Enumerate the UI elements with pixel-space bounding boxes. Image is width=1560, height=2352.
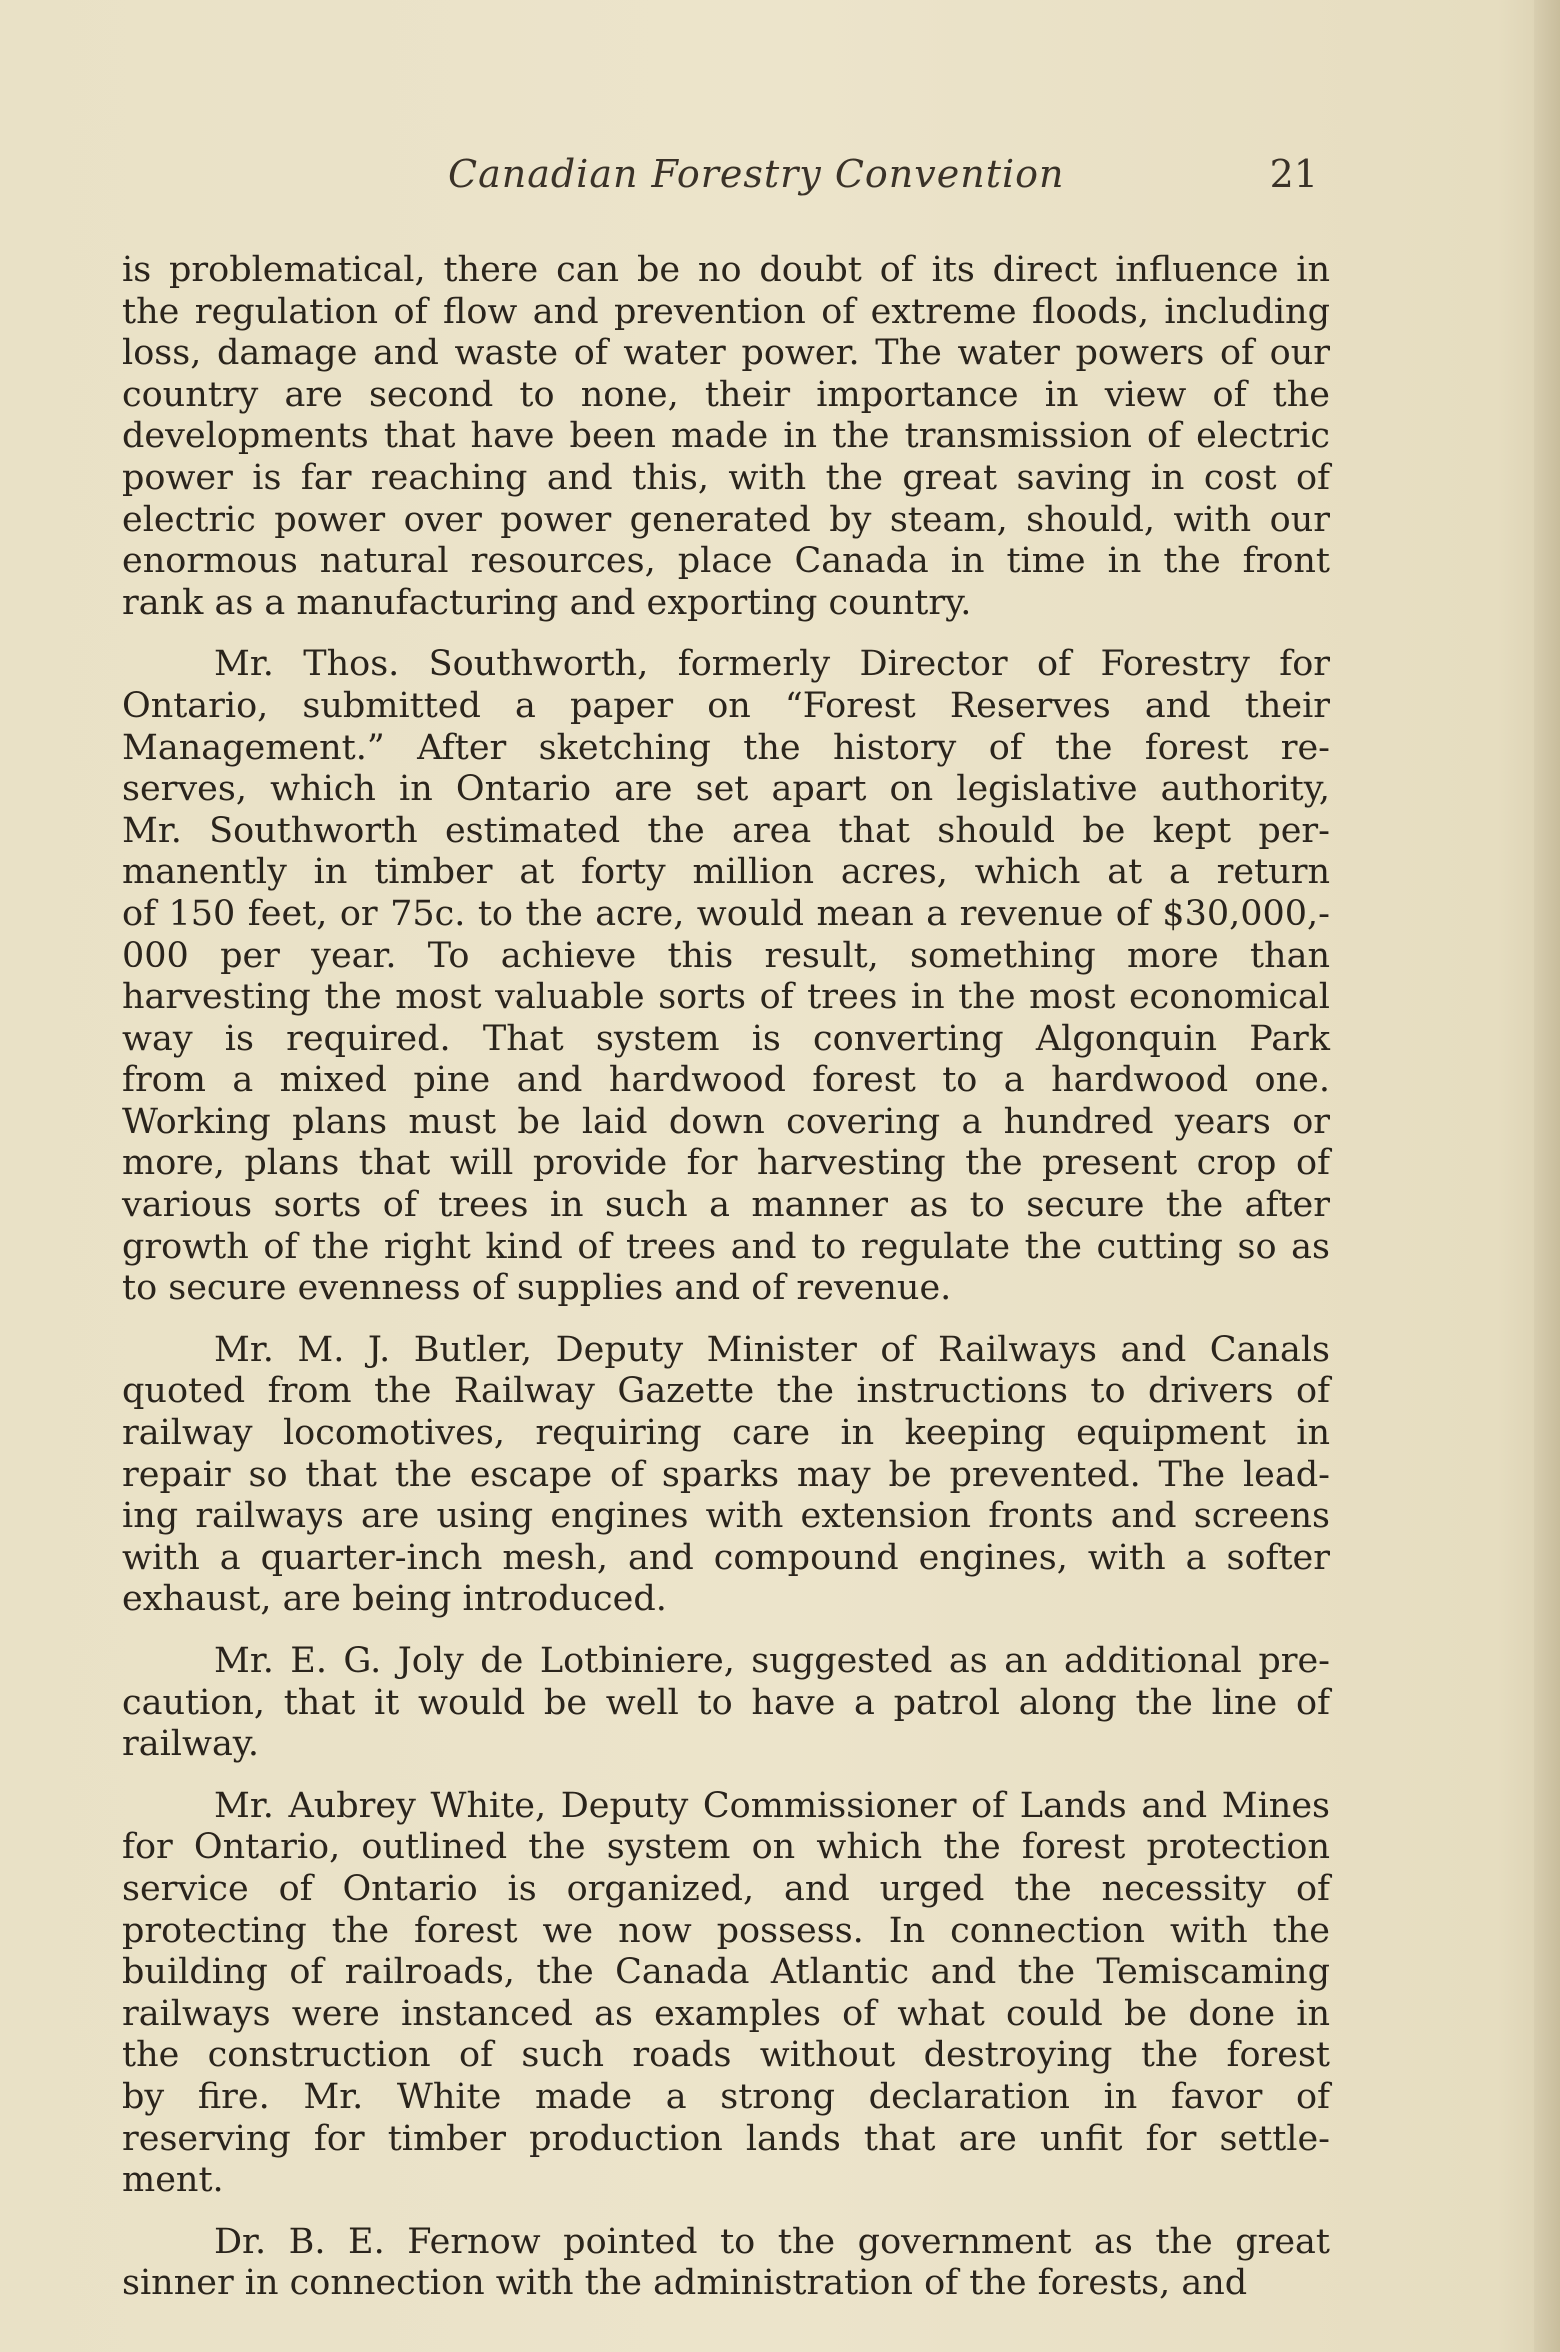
text-line: exhaust, are being introduced. [122,1579,667,1620]
text-line: serves, which in Ontario are set apart on legislative authority, [122,769,1330,810]
text-line: power is far reaching and this, with the great saving in cost of [122,457,1330,498]
text-line: country are second to none, their importance in view of the [122,374,1330,415]
paragraph [122,1641,1330,1766]
text-line: to secure evenness of supplies and of revenue. [122,1268,952,1309]
text-line: Mr. E. G. Joly de Lotbiniere, suggested as an additional pre- [214,1641,1330,1681]
paragraph [122,250,1330,624]
text-line: growth of the right kind of trees and to regulate the cutting so as [122,1226,1330,1267]
text-line: reserving for timber production lands that are unfit for settle- [122,2118,1330,2159]
text-line: enormous natural resources, place Canada in time in the front [122,541,1330,582]
text-line: sinner in connection with the administration of the forests, and [122,2263,1248,2304]
page-gutter-edge [1534,0,1560,2352]
text-line: for Ontario, outlined the system on which the forest protection [122,1827,1330,1868]
paragraph [122,1330,1330,1621]
paragraph [122,1786,1330,2202]
text-line: Management.” After sketching the history of the forest re- [122,727,1330,768]
text-line: harvesting the most valuable sorts of trees in the most economical [122,977,1330,1018]
text-line: Mr. Aubrey White, Deputy Commissioner of Lands and Mines [214,1785,1330,1826]
text-line: 000 per year. To achieve this result, something more than [122,935,1330,976]
text-line: the construction of such roads without destroying the forest [122,2035,1330,2076]
text-line: by fire. Mr. White made a strong declaration in favor of [122,2076,1330,2117]
text-line: way is required. That system is converting Algonquin Park [122,1018,1330,1059]
text-line: railway. [122,1724,260,1765]
text-line: Ontario, submitted a paper on “Forest Reserves and their [122,685,1330,726]
text-line: ment. [122,2160,224,2201]
text-line: Mr. M. J. Butler, Deputy Minister of Railways and Canals [214,1329,1330,1370]
text-line: from a mixed pine and hardwood forest to a hardwood one. [122,1060,1330,1101]
text-line: with a quarter-inch mesh, and compound engines, with a softer [122,1537,1330,1578]
text-line: loss, damage and waste of water power. The water powers of our [122,333,1330,374]
text-line: building of railroads, the Canada Atlantic and the Temiscaming [122,1952,1330,1993]
text-line: repair so that the escape of sparks may be prevented. The lead- [122,1454,1330,1495]
text-line: the regulation of flow and prevention of extreme floods, including [122,291,1330,332]
text-line: quoted from the Railway Gazette the instructions to drivers of [122,1371,1330,1412]
text-line: ing railways are using engines with extension fronts and screens [122,1496,1330,1537]
text-line: Mr. Southworth estimated the area that should be kept per- [122,810,1330,851]
text-line: rank as a manufacturing and exporting country. [122,582,972,623]
text-line: railways were instanced as examples of what could be done in [122,1993,1330,2034]
text-line: Working plans must be laid down covering a hundred years or [122,1101,1330,1142]
text-line: railway locomotives, requiring care in keeping equipment in [122,1413,1330,1454]
running-head [128,152,1318,212]
text-line: more, plans that will provide for harvesting the present crop of [122,1143,1330,1184]
text-line: Dr. B. E. Fernow pointed to the government as the great [214,2221,1330,2262]
text-line: is problematical, there can be no doubt of its direct influence in [122,250,1330,290]
text-line: caution, that it would be well to have a patrol along the line of [122,1682,1330,1723]
text-line: electric power over power generated by steam, should, with our [122,499,1330,540]
running-title: Canadian Forestry Convention [448,152,1065,196]
paragraph [122,644,1330,1310]
text-line: protecting the forest we now possess. In connection with the [122,1910,1330,1951]
text-line: manently in timber at forty million acres, which at a return [122,852,1330,893]
text-line: service of Ontario is organized, and urged the necessity of [122,1868,1330,1909]
body-text [122,250,1330,2325]
text-line: developments that have been made in the transmission of electric [122,416,1330,457]
page-number: 21 [1269,152,1318,196]
paragraph [122,2222,1330,2305]
text-line: of 150 feet, or 75c. to the acre, would mean a revenue of $30,000,- [122,893,1330,934]
text-line: various sorts of trees in such a manner as to secure the after [122,1185,1330,1226]
text-line: Mr. Thos. Southworth, formerly Director of Forestry for [214,644,1330,685]
